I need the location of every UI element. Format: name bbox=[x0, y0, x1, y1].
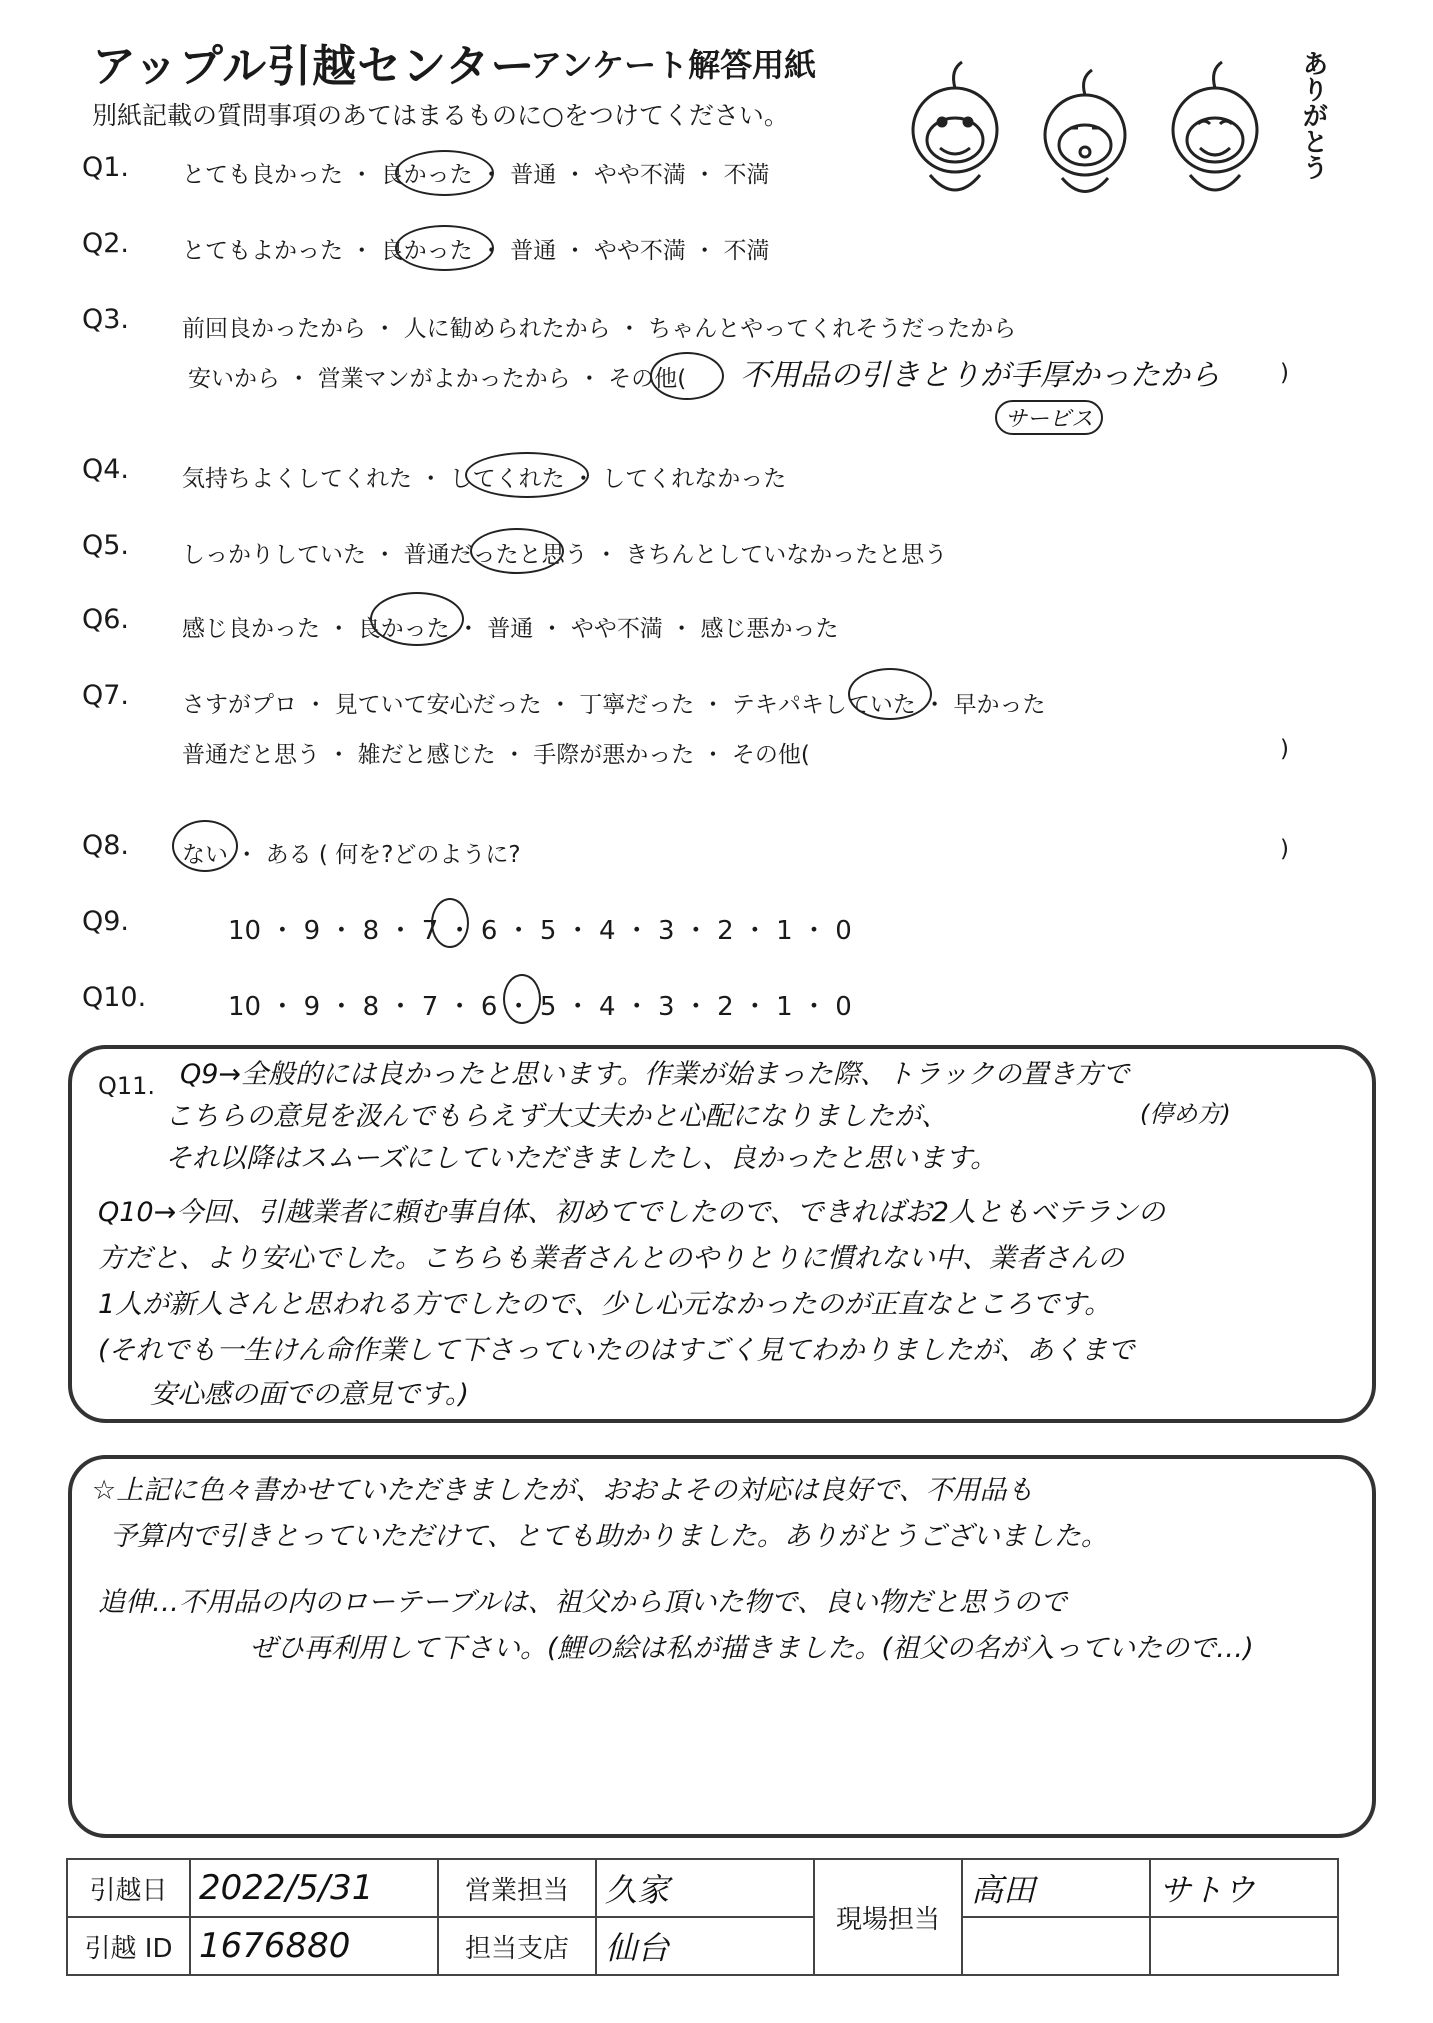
monkey-mascots-icon bbox=[890, 40, 1330, 220]
comment-line: ☆上記に色々書かせていただきましたが、おおよその対応は良好で、不用品も bbox=[92, 1475, 1034, 1506]
answer-circle bbox=[395, 150, 494, 196]
q8-label: Q8. bbox=[82, 830, 130, 861]
q2-label: Q2. bbox=[82, 228, 130, 259]
q11-line: それ以降はスムーズにしていただきましたし、良かったと思います。 bbox=[165, 1143, 998, 1174]
sales-label: 営業担当 bbox=[438, 1859, 596, 1917]
move-date-label: 引越日 bbox=[67, 1859, 190, 1917]
q11-line: 安心感の面での意見です。) bbox=[150, 1379, 469, 1410]
answer-circle bbox=[395, 225, 494, 271]
comment-line: ぜひ再利用して下さい。(鯉の絵は私が描きました。(祖父の名が入っていたので…) bbox=[250, 1633, 1254, 1664]
answer-circle bbox=[848, 668, 932, 720]
answer-circle bbox=[431, 898, 469, 948]
q7-close-paren: ) bbox=[1280, 736, 1289, 762]
sales-value: 久家 bbox=[605, 1871, 670, 1909]
q3-options-line1[interactable]: 前回良かったから ・ 人に勧められたから ・ ちゃんとやってくれそうだったから bbox=[182, 316, 1017, 342]
q5-options[interactable]: しっかりしていた ・ 普通だったと思う ・ きちんとしていなかったと思う bbox=[182, 542, 948, 568]
answer-circle bbox=[465, 452, 589, 498]
q8-close-paren: ) bbox=[1280, 836, 1289, 862]
form-title: アップル引越センター bbox=[92, 41, 536, 92]
q6-options[interactable]: 感じ良かった ・ 良かった ・ 普通 ・ やや不満 ・ 感じ悪かった bbox=[182, 616, 839, 642]
site-value-2: サトウ bbox=[1159, 1871, 1256, 1909]
mascot-illustration bbox=[890, 40, 1330, 220]
q5-label: Q5. bbox=[82, 530, 130, 561]
q11-line: Q9→全般的には良かったと思います。作業が始まった際、トラックの置き方で bbox=[180, 1059, 1130, 1090]
q11-label: Q11. bbox=[98, 1072, 156, 1100]
q11-line: 方だと、より安心でした。こちらも業者さんとのやりとりに慣れない中、業者さんの bbox=[98, 1243, 1124, 1274]
answer-circle bbox=[370, 592, 464, 646]
answer-circle bbox=[650, 352, 724, 400]
q8-options[interactable]: ない ・ ある ( 何を?どのように? bbox=[182, 842, 521, 868]
q7-options-line1[interactable]: さすがプロ ・ 見ていて安心だった ・ 丁寧だった ・ テキパキしていた ・ 早かった bbox=[182, 692, 1046, 718]
q4-options[interactable]: 気持ちよくしてくれた ・ してくれた ・ してくれなかった bbox=[182, 466, 787, 492]
q1-label: Q1. bbox=[82, 152, 130, 183]
site-label: 現場担当 bbox=[814, 1859, 962, 1975]
branch-value: 仙台 bbox=[605, 1929, 670, 1967]
q3-label: Q3. bbox=[82, 304, 130, 335]
footer-info-table bbox=[66, 1858, 1339, 1976]
comment-line: 追伸…不用品の内のローテーブルは、祖父から頂いた物で、良い物だと思うので bbox=[98, 1587, 1068, 1618]
q3-handwritten-note: サービス bbox=[995, 400, 1103, 435]
q11-line: (それでも一生けん命作業して下さっていたのはすごく見てわかりましたが、あくまで bbox=[98, 1335, 1135, 1366]
move-id-value: 1676880 bbox=[199, 1926, 351, 1966]
q3-handwritten-answer: 不用品の引きとりが手厚かったから bbox=[740, 358, 1220, 393]
thanks-text: ありがとう bbox=[1298, 50, 1328, 180]
q11-line: Q10→今回、引越業者に頼む事自体、初めてでしたので、できればお2人ともベテランの bbox=[98, 1197, 1165, 1228]
instruction-text: 別紙記載の質問事項のあてはまるものに○をつけてください。 bbox=[92, 101, 789, 130]
q10-scale[interactable]: 10 ・ 9 ・ 8 ・ 7 ・ 6 ・ 5 ・ 4 ・ 3 ・ 2 ・ 1 ・ 0 bbox=[228, 992, 852, 1022]
answer-circle bbox=[503, 974, 541, 1024]
q11-note: (停め方) bbox=[1140, 1100, 1231, 1128]
branch-label: 担当支店 bbox=[438, 1917, 596, 1975]
q3-options-line2[interactable]: 安いから ・ 営業マンがよかったから ・ その他( bbox=[188, 366, 687, 392]
answer-circle bbox=[172, 820, 238, 872]
q4-label: Q4. bbox=[82, 454, 130, 485]
q9-scale[interactable]: 10 ・ 9 ・ 8 ・ 7 ・ 6 ・ 5 ・ 4 ・ 3 ・ 2 ・ 1 ・ 0 bbox=[228, 916, 852, 946]
answer-circle bbox=[470, 528, 564, 574]
q11-line: こちらの意見を汲んでもらえず大丈夫かと心配になりましたが、 bbox=[165, 1101, 948, 1132]
q7-label: Q7. bbox=[82, 680, 130, 711]
q2-options[interactable]: とてもよかった ・ 良かった ・ 普通 ・ やや不満 ・ 不満 bbox=[182, 238, 770, 264]
form-subtitle: アンケート解答用紙 bbox=[530, 46, 817, 84]
q1-options[interactable]: とても良かった ・ 良かった ・ 普通 ・ やや不満 ・ 不満 bbox=[182, 162, 770, 188]
move-id-label: 引越 ID bbox=[67, 1917, 190, 1975]
comment-line: 予算内で引きとっていただけて、とても助かりました。ありがとうございました。 bbox=[110, 1521, 1108, 1552]
move-date-value: 2022/5/31 bbox=[199, 1868, 374, 1908]
q11-line: 1人が新人さんと思われる方でしたので、少し心元なかったのが正直なところです。 bbox=[98, 1289, 1112, 1320]
q6-label: Q6. bbox=[82, 604, 130, 635]
site-value-1: 高田 bbox=[971, 1871, 1036, 1909]
q10-label: Q10. bbox=[82, 982, 147, 1013]
q3-close-paren: ) bbox=[1280, 360, 1289, 386]
q9-label: Q9. bbox=[82, 906, 130, 937]
q7-options-line2[interactable]: 普通だと思う ・ 雑だと感じた ・ 手際が悪かった ・ その他( bbox=[182, 742, 810, 768]
